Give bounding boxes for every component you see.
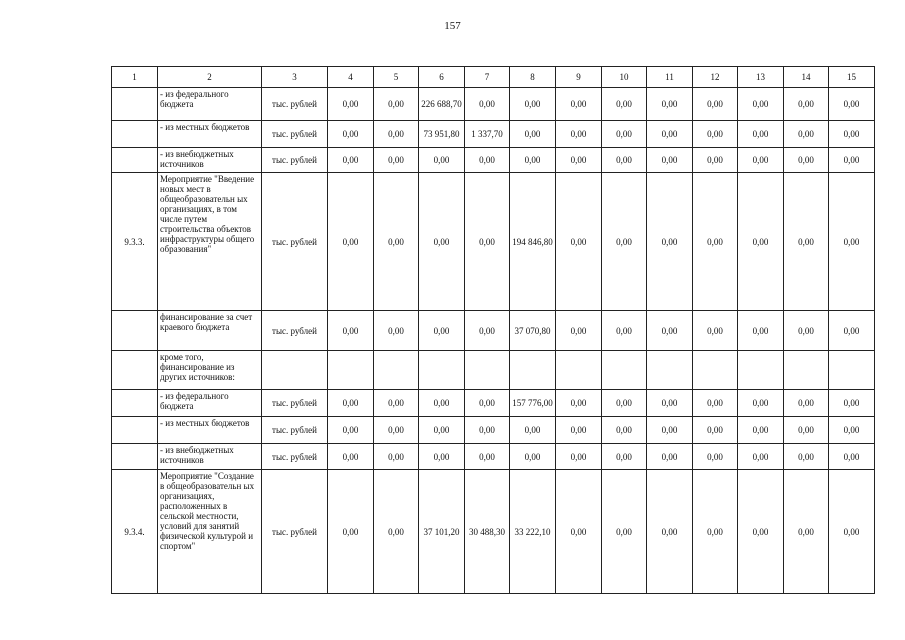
value-cell: 0,00 (374, 444, 419, 470)
value-cell: 37 070,80 (510, 311, 556, 351)
table-row (112, 173, 875, 311)
value-cell: 0,00 (784, 444, 829, 470)
column-header: 7 (465, 67, 510, 88)
value-cell: 33 222,10 (510, 470, 556, 594)
row-label: финансирование за счет краевого бюджета (158, 311, 262, 351)
value-cell: 0,00 (693, 417, 738, 444)
value-cell: 0,00 (510, 417, 556, 444)
value-cell: 0,00 (829, 88, 875, 121)
value-cell: 0,00 (602, 470, 647, 594)
value-cell: 0,00 (784, 390, 829, 417)
value-cell: 0,00 (693, 311, 738, 351)
row-unit: тыс. рублей (262, 148, 328, 173)
row-number (112, 121, 158, 148)
column-header: 12 (693, 67, 738, 88)
row-number (112, 311, 158, 351)
table-row (112, 470, 875, 594)
table-row (112, 148, 875, 173)
row-number (112, 417, 158, 444)
value-cell: 0,00 (328, 311, 374, 351)
value-cell: 0,00 (784, 311, 829, 351)
value-cell: 0,00 (647, 417, 693, 444)
value-cell: 0,00 (829, 444, 875, 470)
row-unit: тыс. рублей (262, 390, 328, 417)
value-cell: 0,00 (829, 417, 875, 444)
value-cell (465, 351, 510, 390)
value-cell: 0,00 (465, 173, 510, 311)
value-cell: 0,00 (510, 88, 556, 121)
value-cell (374, 351, 419, 390)
row-number (112, 148, 158, 173)
value-cell: 0,00 (556, 444, 602, 470)
row-number (112, 88, 158, 121)
value-cell: 0,00 (556, 148, 602, 173)
row-unit: тыс. рублей (262, 417, 328, 444)
table-row (112, 88, 875, 121)
value-cell: 0,00 (829, 390, 875, 417)
value-cell: 0,00 (328, 121, 374, 148)
value-cell (693, 351, 738, 390)
value-cell (784, 351, 829, 390)
value-cell: 0,00 (328, 148, 374, 173)
row-unit (262, 351, 328, 390)
value-cell: 73 951,80 (419, 121, 465, 148)
value-cell: 0,00 (738, 121, 784, 148)
value-cell: 0,00 (328, 470, 374, 594)
value-cell: 0,00 (374, 121, 419, 148)
value-cell: 1 337,70 (465, 121, 510, 148)
value-cell: 0,00 (829, 121, 875, 148)
value-cell: 0,00 (419, 311, 465, 351)
budget-table (111, 66, 875, 594)
row-label: - из федерального бюджета (158, 88, 262, 121)
value-cell (328, 351, 374, 390)
value-cell: 0,00 (419, 173, 465, 311)
value-cell: 0,00 (829, 173, 875, 311)
value-cell: 0,00 (784, 417, 829, 444)
row-label: - из федерального бюджета (158, 390, 262, 417)
value-cell: 0,00 (556, 470, 602, 594)
value-cell: 0,00 (738, 173, 784, 311)
value-cell: 0,00 (374, 88, 419, 121)
value-cell (602, 351, 647, 390)
value-cell: 0,00 (647, 444, 693, 470)
value-cell: 0,00 (465, 417, 510, 444)
value-cell: 0,00 (556, 417, 602, 444)
value-cell (647, 351, 693, 390)
value-cell: 0,00 (419, 390, 465, 417)
value-cell: 0,00 (738, 311, 784, 351)
value-cell: 0,00 (602, 173, 647, 311)
value-cell: 0,00 (647, 121, 693, 148)
value-cell: 0,00 (829, 148, 875, 173)
value-cell: 0,00 (510, 444, 556, 470)
value-cell: 0,00 (465, 148, 510, 173)
value-cell: 0,00 (784, 470, 829, 594)
row-label: - из местных бюджетов (158, 121, 262, 148)
value-cell: 0,00 (510, 121, 556, 148)
row-unit: тыс. рублей (262, 444, 328, 470)
value-cell: 0,00 (738, 390, 784, 417)
value-cell: 0,00 (556, 121, 602, 148)
row-number (112, 444, 158, 470)
value-cell: 0,00 (784, 121, 829, 148)
value-cell (556, 351, 602, 390)
value-cell: 0,00 (693, 390, 738, 417)
row-number: 9.3.4. (112, 470, 158, 594)
value-cell: 0,00 (602, 121, 647, 148)
table-row (112, 351, 875, 390)
value-cell: 0,00 (602, 88, 647, 121)
value-cell: 0,00 (647, 88, 693, 121)
value-cell: 0,00 (556, 390, 602, 417)
value-cell: 0,00 (328, 390, 374, 417)
value-cell: 0,00 (374, 311, 419, 351)
value-cell: 30 488,30 (465, 470, 510, 594)
row-label: - из местных бюджетов (158, 417, 262, 444)
row-label: кроме того, финансирование из других источников: (158, 351, 262, 390)
column-header: 14 (784, 67, 829, 88)
value-cell (419, 351, 465, 390)
column-header: 8 (510, 67, 556, 88)
column-header: 11 (647, 67, 693, 88)
value-cell: 0,00 (784, 173, 829, 311)
value-cell: 0,00 (693, 444, 738, 470)
value-cell: 0,00 (647, 470, 693, 594)
value-cell: 0,00 (419, 148, 465, 173)
value-cell: 0,00 (829, 311, 875, 351)
value-cell: 0,00 (556, 311, 602, 351)
column-header: 15 (829, 67, 875, 88)
column-header: 13 (738, 67, 784, 88)
value-cell: 0,00 (784, 88, 829, 121)
value-cell: 0,00 (465, 390, 510, 417)
row-unit: тыс. рублей (262, 121, 328, 148)
table-row (112, 390, 875, 417)
row-unit: тыс. рублей (262, 311, 328, 351)
row-unit: тыс. рублей (262, 88, 328, 121)
row-unit: тыс. рублей (262, 173, 328, 311)
value-cell: 0,00 (328, 88, 374, 121)
value-cell: 0,00 (465, 311, 510, 351)
table-row (112, 417, 875, 444)
value-cell: 194 846,80 (510, 173, 556, 311)
value-cell: 0,00 (647, 148, 693, 173)
column-header: 6 (419, 67, 465, 88)
value-cell: 0,00 (693, 121, 738, 148)
value-cell (510, 351, 556, 390)
value-cell: 0,00 (602, 444, 647, 470)
value-cell: 0,00 (374, 470, 419, 594)
value-cell: 0,00 (419, 417, 465, 444)
value-cell: 0,00 (602, 417, 647, 444)
value-cell: 0,00 (328, 444, 374, 470)
column-header: 3 (262, 67, 328, 88)
column-header: 1 (112, 67, 158, 88)
table-row (112, 444, 875, 470)
value-cell: 0,00 (647, 390, 693, 417)
value-cell: 0,00 (602, 390, 647, 417)
row-label: Мероприятие "Создание в общеобразовательн ых организациях, расположенных в сельской местности, условий для занятий физической культурой и спортом" (158, 470, 262, 594)
value-cell: 0,00 (602, 148, 647, 173)
row-label: Мероприятие "Введение новых мест в общеобразовательн ых организациях, в том числе путем строительства объектов инфраструктуры общего образования" (158, 173, 262, 311)
column-header: 2 (158, 67, 262, 88)
value-cell: 226 688,70 (419, 88, 465, 121)
table-row (112, 121, 875, 148)
value-cell: 0,00 (738, 444, 784, 470)
value-cell: 0,00 (738, 88, 784, 121)
header-row (112, 67, 875, 88)
page-number: 157 (444, 20, 461, 32)
row-number (112, 390, 158, 417)
value-cell: 0,00 (829, 470, 875, 594)
value-cell: 0,00 (647, 173, 693, 311)
value-cell: 0,00 (465, 88, 510, 121)
value-cell: 0,00 (693, 173, 738, 311)
value-cell: 0,00 (328, 173, 374, 311)
row-label: - из внебюджетных источников (158, 148, 262, 173)
value-cell (738, 351, 784, 390)
value-cell: 0,00 (374, 148, 419, 173)
value-cell: 0,00 (419, 444, 465, 470)
value-cell: 0,00 (328, 417, 374, 444)
value-cell: 37 101,20 (419, 470, 465, 594)
value-cell: 0,00 (693, 88, 738, 121)
value-cell: 0,00 (374, 390, 419, 417)
value-cell (829, 351, 875, 390)
table-row (112, 311, 875, 351)
value-cell: 0,00 (693, 470, 738, 594)
row-unit: тыс. рублей (262, 470, 328, 594)
column-header: 4 (328, 67, 374, 88)
value-cell: 157 776,00 (510, 390, 556, 417)
value-cell: 0,00 (510, 148, 556, 173)
value-cell: 0,00 (784, 148, 829, 173)
value-cell: 0,00 (738, 417, 784, 444)
value-cell: 0,00 (738, 148, 784, 173)
value-cell: 0,00 (556, 173, 602, 311)
value-cell: 0,00 (738, 470, 784, 594)
row-label: - из внебюджетных источников (158, 444, 262, 470)
row-number: 9.3.3. (112, 173, 158, 311)
value-cell: 0,00 (647, 311, 693, 351)
value-cell: 0,00 (602, 311, 647, 351)
value-cell: 0,00 (556, 88, 602, 121)
value-cell: 0,00 (693, 148, 738, 173)
row-number (112, 351, 158, 390)
value-cell: 0,00 (374, 417, 419, 444)
column-header: 10 (602, 67, 647, 88)
column-header: 9 (556, 67, 602, 88)
value-cell: 0,00 (465, 444, 510, 470)
value-cell: 0,00 (374, 173, 419, 311)
column-header: 5 (374, 67, 419, 88)
